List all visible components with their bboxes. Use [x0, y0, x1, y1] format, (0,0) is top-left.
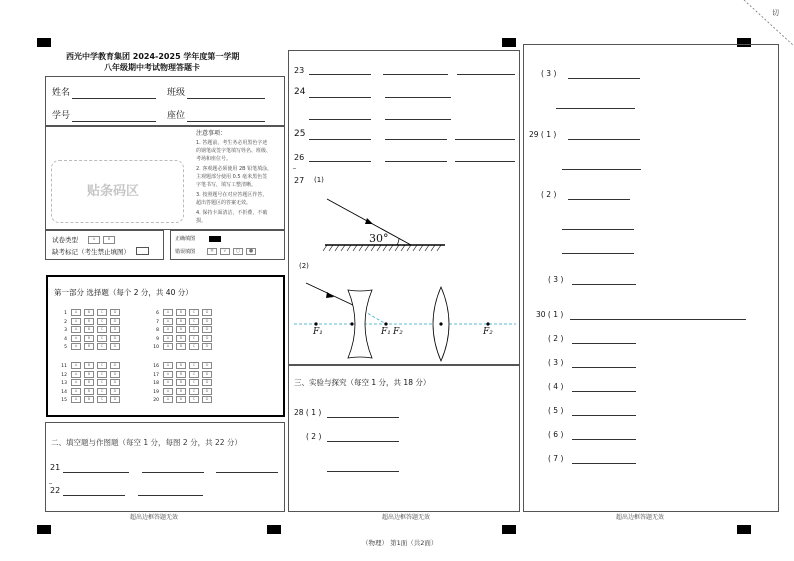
choice-bubble[interactable]: B [84, 326, 94, 333]
choice-bubble[interactable]: C [97, 371, 107, 378]
wrong-fill-label: 错误填图 [175, 249, 196, 255]
q30-4-label: ( 4 ) [548, 382, 564, 391]
choice-bubble[interactable]: D [202, 396, 212, 403]
question-number: 5 [64, 345, 67, 351]
q28-2-label: ( 2 ) [306, 432, 322, 441]
question-number: 10 [153, 345, 159, 351]
f2-label-right: F₂ [483, 327, 493, 337]
choice-bubble[interactable]: C [97, 326, 107, 333]
choice-bubble[interactable]: C [97, 335, 107, 342]
notice-line: 的钢笔或签字笔填写姓名、班级、 [196, 148, 272, 154]
seat-field[interactable] [187, 121, 265, 122]
question-number: 16 [153, 364, 159, 369]
choice-row [148, 318, 215, 326]
paper-type-options [88, 236, 118, 244]
q28-2-blank[interactable] [327, 471, 399, 472]
question-number: 2 [64, 319, 67, 325]
choice-bubble[interactable]: A [71, 388, 81, 395]
question-number: 11 [61, 364, 67, 369]
choice-bubble[interactable]: B [176, 343, 186, 350]
choice-bubble[interactable]: A [163, 388, 173, 395]
q30-1-label: 30 ( 1 ) [536, 310, 564, 319]
question-number: 6 [156, 311, 159, 316]
q24-label: 24 [294, 87, 306, 97]
question-number: 8 [156, 328, 159, 334]
invalid-note: 超出边框答题无效 [616, 514, 665, 521]
choice-bubble[interactable]: A [163, 371, 173, 378]
choice-bubble[interactable]: C [97, 362, 107, 369]
student-info-box [45, 76, 285, 126]
barcode-notice-box [45, 126, 285, 230]
part1-title: 第一部分 选择题（每个 2 分，共 40 分） [54, 288, 193, 297]
choice-bubble[interactable]: D [202, 326, 212, 333]
part2-box [45, 422, 285, 512]
alignment-marker [37, 38, 51, 47]
invalid-note: 超出边框答题无效 [382, 514, 431, 521]
choice-bubble[interactable]: D [202, 343, 212, 350]
q26-blank[interactable] [385, 161, 447, 162]
q30-1-blank[interactable] [570, 319, 746, 320]
choice-bubble[interactable]: B [176, 318, 186, 325]
choice-row [148, 388, 215, 396]
choice-bubble[interactable]: C [97, 309, 107, 316]
choice-bubble[interactable]: D [202, 362, 212, 369]
barcode-area [51, 160, 184, 223]
question-number: 20 [153, 398, 159, 404]
wrong-mark-check: √ [220, 248, 230, 255]
choice-bubble[interactable]: C [189, 371, 199, 378]
cut-mark: 切 [772, 9, 779, 17]
choice-bubble[interactable]: B [84, 388, 94, 395]
notice-line: 考场和座位号。 [196, 156, 232, 162]
choice-bubble[interactable]: D [110, 343, 120, 350]
q25-blank[interactable] [309, 139, 371, 140]
choice-bubble[interactable]: D [110, 396, 120, 403]
question-number: 18 [153, 381, 159, 387]
alignment-marker [737, 525, 751, 534]
part2-title: 二、填空题与作图题（每空 1 分，每图 2 分，共 22 分） [51, 438, 242, 447]
choice-row [148, 326, 215, 334]
choice-row [56, 318, 123, 326]
q29-1-label: 29 ( 1 ) [529, 130, 557, 139]
choice-bubble[interactable]: B [176, 362, 186, 369]
q24-blank[interactable] [309, 119, 371, 120]
absent-label: 缺考标记（考生禁止填图） [52, 248, 130, 256]
name-field[interactable] [72, 98, 156, 99]
choice-bubble[interactable]: D [110, 326, 120, 333]
choice-bubble[interactable]: D [202, 309, 212, 316]
q22-blank[interactable] [63, 495, 125, 496]
angle-label: 30° [369, 232, 389, 245]
choice-row [148, 396, 215, 404]
id-field[interactable] [72, 121, 156, 122]
choice-row [56, 396, 123, 404]
q29-3-blank[interactable] [572, 284, 636, 285]
q27-sub1: (1) [314, 176, 324, 184]
paper-type-a[interactable]: A [88, 236, 100, 244]
q23-blank[interactable] [383, 74, 448, 75]
choice-row [56, 335, 123, 343]
choice-row [148, 362, 215, 370]
question-number: 15 [61, 398, 67, 404]
q26-label: 26 [294, 153, 305, 162]
question-number: 1 [64, 311, 67, 316]
choice-bubble[interactable]: D [110, 335, 120, 342]
q29-2-blank[interactable] [568, 199, 630, 200]
choice-bubble[interactable]: D [110, 318, 120, 325]
choice-bubble[interactable]: D [202, 388, 212, 395]
class-field[interactable] [187, 98, 265, 99]
choice-bubble[interactable]: B [176, 326, 186, 333]
choice-bubble[interactable]: D [202, 379, 212, 386]
q24-blank[interactable] [385, 119, 451, 120]
choice-row [148, 309, 215, 317]
s3-blank[interactable] [556, 108, 635, 109]
choice-bubble[interactable]: D [202, 335, 212, 342]
paper-type-b[interactable]: B [103, 236, 115, 244]
q30-5-blank[interactable] [572, 415, 636, 416]
q27-label: 27 [294, 176, 305, 185]
choice-bubble[interactable]: B [84, 343, 94, 350]
q29-3-label: ( 3 ) [548, 275, 564, 284]
alignment-marker [502, 38, 516, 47]
choice-bubble[interactable]: B [84, 396, 94, 403]
question-number: 19 [153, 389, 159, 395]
class-label: 班级 [167, 88, 186, 98]
choice-bubble[interactable]: B [176, 335, 186, 342]
wrong-fill-samples [207, 248, 259, 255]
choice-row [56, 379, 123, 387]
q21-blank[interactable] [142, 472, 204, 473]
choice-bubble[interactable]: C [189, 335, 199, 342]
part3-title: 三、实验与探究（每空 1 分，共 18 分） [294, 378, 431, 387]
q30-3-blank[interactable] [572, 367, 636, 368]
notice-line: 主观题部分使用 0.5 毫米黑色签 [196, 174, 268, 180]
alignment-marker [502, 525, 516, 534]
alignment-marker [37, 525, 51, 534]
choice-bubble[interactable]: A [71, 396, 81, 403]
choice-bubble[interactable]: C [97, 343, 107, 350]
seat-label: 座位 [167, 111, 186, 121]
invalid-note: 超出边框答题无效 [130, 514, 179, 521]
choice-bubble[interactable]: A [163, 362, 173, 369]
choice-bubble[interactable]: C [97, 318, 107, 325]
q25-label: 25 [294, 129, 306, 139]
q30-7-blank[interactable] [572, 463, 636, 464]
choice-bubble[interactable]: A [163, 318, 173, 325]
page-number: （物理） 第1面（共2面） [362, 539, 438, 547]
q24-blank[interactable] [309, 97, 371, 98]
choice-bubble[interactable]: D [110, 309, 120, 316]
choice-row [56, 343, 123, 351]
choice-bubble[interactable]: C [97, 379, 107, 386]
school-title: 西光中学教育集团 2024-2025 学年度第一学期 [66, 52, 240, 61]
correct-fill-sample [209, 236, 221, 242]
notice-line: 4. 保持卡面清洁，不折叠，不破 [196, 210, 268, 216]
choice-bubble[interactable]: A [163, 335, 173, 342]
id-label: 学号 [52, 111, 71, 121]
q30-3-label: ( 3 ) [548, 358, 564, 367]
question-number: 9 [156, 336, 159, 342]
choice-bubble[interactable]: B [84, 379, 94, 386]
q22-label: 22 [50, 486, 61, 495]
s3-label: ( 3 ) [541, 69, 557, 78]
q22-blank[interactable] [138, 495, 203, 496]
choice-bubble[interactable]: C [189, 326, 199, 333]
q30-6-label: ( 6 ) [548, 430, 564, 439]
choice-bubble[interactable]: D [110, 371, 120, 378]
alignment-marker [267, 525, 281, 534]
notice-line: 字笔书写，填写工整清晰。 [196, 182, 257, 188]
choice-bubble[interactable]: B [84, 318, 94, 325]
choice-bubble[interactable]: A [71, 379, 81, 386]
question-number: 7 [156, 319, 159, 325]
q23-blank[interactable] [457, 74, 515, 75]
choice-bubble[interactable]: C [97, 388, 107, 395]
notice-line: 超出答题区的答案无效。 [196, 200, 252, 206]
f1-label-left: F₁ [313, 327, 323, 337]
choice-row [148, 335, 215, 343]
paper-type-box [45, 230, 164, 260]
choice-bubble[interactable]: D [110, 379, 120, 386]
fill-example-box [170, 230, 285, 260]
choice-bubble[interactable]: A [71, 318, 81, 325]
choice-bubble[interactable]: A [163, 326, 173, 333]
q28-1-label: 28 ( 1 ) [294, 408, 322, 417]
choice-bubble[interactable]: C [189, 318, 199, 325]
choice-bubble[interactable]: B [176, 379, 186, 386]
choice-bubble[interactable]: D [110, 362, 120, 369]
choice-bubble[interactable]: B [176, 371, 186, 378]
col3-box [523, 44, 779, 512]
dash-mark: _ [293, 162, 296, 169]
cut-line [740, 0, 794, 50]
q21-label: 21 [50, 463, 61, 472]
question-number: 14 [61, 389, 67, 395]
dash-mark: _ [49, 477, 52, 484]
part1-box [46, 275, 285, 417]
choice-bubble[interactable]: A [71, 335, 81, 342]
q29-2-blank[interactable] [562, 253, 634, 254]
choice-bubble[interactable]: A [71, 362, 81, 369]
choice-bubble[interactable]: C [189, 388, 199, 395]
notice-line: 1. 答题前，考生务必用黑色字迹 [196, 140, 268, 146]
f2-label-left: F₂ [393, 327, 403, 337]
choice-bubble[interactable]: B [84, 362, 94, 369]
q27-sub2: (2) [299, 262, 309, 270]
choice-row [148, 379, 215, 387]
correct-fill-label: 正确填图 [175, 236, 196, 242]
notice-line: 3. 按照题号在对应答题区作答， [196, 192, 268, 198]
q30-2-blank[interactable] [572, 343, 636, 344]
q29-2-blank[interactable] [562, 229, 634, 230]
s3-blank[interactable] [568, 78, 640, 79]
choice-bubble[interactable]: D [110, 388, 120, 395]
choice-bubble[interactable]: C [189, 362, 199, 369]
wrong-mark-dot: ● [246, 248, 256, 255]
q24-blank[interactable] [385, 97, 451, 98]
q28-2-blank[interactable] [327, 441, 399, 442]
choice-row [56, 388, 123, 396]
q30-4-blank[interactable] [572, 391, 636, 392]
question-number: 3 [64, 328, 67, 334]
q29-1-blank[interactable] [562, 169, 641, 170]
wrong-mark-cross: × [207, 248, 217, 255]
choice-row [56, 371, 123, 379]
q21-blank[interactable] [216, 472, 278, 473]
choice-bubble[interactable]: C [189, 379, 199, 386]
col2-upper-box [288, 50, 520, 365]
notice-line: 损。 [196, 218, 207, 224]
choice-bubble[interactable]: D [202, 318, 212, 325]
choice-bubble[interactable]: B [84, 309, 94, 316]
q25-blank[interactable] [455, 139, 515, 140]
q21-blank[interactable] [63, 472, 129, 473]
choice-bubble[interactable]: B [84, 335, 94, 342]
choice-bubble[interactable]: A [163, 379, 173, 386]
f1-label-right: F₁ [381, 327, 391, 337]
paper-type-label: 试卷类型 [52, 236, 78, 244]
choice-bubble[interactable]: B [176, 309, 186, 316]
choice-row [148, 343, 215, 351]
choice-bubble[interactable]: B [176, 388, 186, 395]
name-label: 姓名 [52, 88, 71, 98]
q30-7-label: ( 7 ) [548, 454, 564, 463]
choice-row [56, 309, 123, 317]
q23-label: 23 [294, 66, 305, 75]
choice-bubble[interactable]: D [202, 371, 212, 378]
q23-blank[interactable] [309, 74, 371, 75]
q29-2-label: ( 2 ) [541, 190, 557, 199]
q26-blank[interactable] [309, 161, 371, 162]
exam-title: 八年级期中考试物理答题卡 [104, 63, 200, 72]
choice-bubble[interactable]: A [71, 343, 81, 350]
q30-2-label: ( 2 ) [548, 334, 564, 343]
q30-5-label: ( 5 ) [548, 406, 564, 415]
choice-bubble[interactable]: A [163, 396, 173, 403]
absent-box[interactable] [136, 247, 149, 255]
notice-title: 注意事项： [196, 130, 227, 137]
q28-1-blank[interactable] [327, 417, 399, 418]
part3-box [288, 365, 520, 512]
question-number: 4 [64, 336, 67, 342]
choice-bubble[interactable]: B [176, 396, 186, 403]
notice-line: 2. 客观题必须使用 2B 铅笔填涂， [196, 166, 273, 172]
choice-bubble[interactable]: C [189, 343, 199, 350]
choice-bubble[interactable]: A [71, 326, 81, 333]
q30-6-blank[interactable] [572, 439, 636, 440]
question-number: 13 [61, 381, 67, 387]
choice-bubble[interactable]: A [163, 343, 173, 350]
question-number: 17 [153, 372, 159, 378]
choice-bubble[interactable]: A [71, 309, 81, 316]
lens-figure [294, 271, 516, 363]
question-number: 12 [61, 372, 67, 378]
barcode-label: 贴条码区 [87, 184, 140, 199]
choice-bubble[interactable]: C [97, 396, 107, 403]
choice-bubble[interactable]: C [189, 309, 199, 316]
reflection-figure [319, 191, 449, 256]
choice-bubble[interactable]: A [71, 371, 81, 378]
choice-row [56, 326, 123, 334]
wrong-mark-circle: ○ [233, 248, 243, 255]
q29-1-blank[interactable] [568, 139, 640, 140]
q26-blank[interactable] [455, 161, 515, 162]
choice-row [148, 371, 215, 379]
choice-bubble[interactable]: A [163, 309, 173, 316]
q25-blank[interactable] [385, 139, 447, 140]
choice-bubble[interactable]: B [84, 371, 94, 378]
choice-bubble[interactable]: C [189, 396, 199, 403]
choice-row [56, 362, 123, 370]
